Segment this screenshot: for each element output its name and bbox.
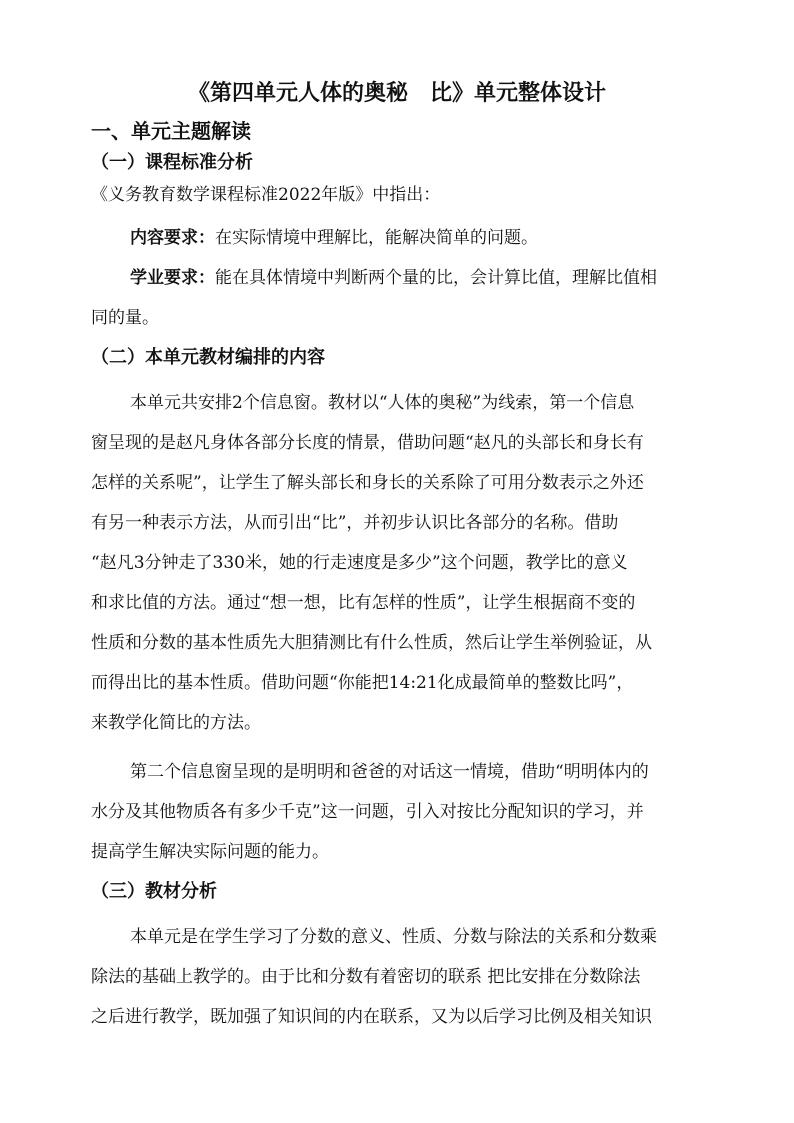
section-1-2-line-1: 本单元共安排2个信息窗。教材以“人体的奥秘”为线索，第一个信息 xyxy=(130,393,635,413)
academic-requirement-row-1 xyxy=(130,266,657,290)
academic-requirement-text-line1: 能在具体情境中判断两个量的比，会计算比值，理解比值相 xyxy=(215,268,657,288)
section-1-2-line-3: 怎样的关系呢”，让学生了解头部长和身长的关系除了可用分数表示之外还 xyxy=(91,473,644,493)
document-title: 《第四单元人体的奥秘 比》单元整体设计 xyxy=(187,80,606,106)
content-requirement-row xyxy=(130,226,538,250)
section-1-3-line-1: 本单元是在学生学习了分数的意义、性质、分数与除法的关系和分数乘 xyxy=(130,927,657,947)
section-1-3-line-3: 之后进行教学，既加强了知识间的内在联系，又为以后学习比例及相关知识 xyxy=(91,1007,652,1027)
section-1-2-paragraph2-line-1: 第二个信息窗呈现的是明明和爸爸的对话这一情境，借助“明明体内的 xyxy=(130,762,649,782)
section-1-2-line-2: 窗呈现的是赵凡身体各部分长度的情景，借助问题“赵凡的头部长和身长有 xyxy=(91,433,644,453)
section-heading-1-3: （三）教材分析 xyxy=(91,881,217,902)
content-requirement-label: 内容要求： xyxy=(130,228,215,248)
section-1-2-line-8: 而得出比的基本性质。借助问题“你能把14:21化成最简单的整数比吗”， xyxy=(91,673,634,693)
section-1-2-line-9: 来教学化简比的方法。 xyxy=(91,713,261,733)
section-heading-1-1: （一）课程标准分析 xyxy=(91,152,253,173)
section-1-2-line-7: 性质和分数的基本性质先大胆猜测比有什么性质，然后让学生举例验证，从 xyxy=(91,633,652,653)
section-1-2-line-5: “赵凡3分钟走了330米，她的行走速度是多少”这个问题，教学比的意义 xyxy=(91,553,628,573)
section-1-3-line-2: 除法的基础上教学的。由于比和分数有着密切的联系 把比安排在分数除法 xyxy=(91,967,641,987)
section-1-2-line-4: 有另一种表示方法，从而引出“比”，并初步认识比各部分的名称。借助 xyxy=(91,513,619,533)
section-1-2-line-6: 和求比值的方法。通过“想一想，比有怎样的性质”，让学生根据商不变的 xyxy=(91,593,636,613)
section-1-2-paragraph2-line-3: 提高学生解决实际问题的能力。 xyxy=(91,842,329,862)
content-requirement-text: 在实际情境中理解比，能解决简单的问题。 xyxy=(215,228,538,248)
academic-requirement-label: 学业要求： xyxy=(130,268,215,288)
curriculum-standard-intro: 《义务教育数学课程标准2022年版》中指出： xyxy=(91,185,441,205)
academic-requirement-row-2: 同的量。 xyxy=(91,308,159,328)
section-heading-1: 一、单元主题解读 xyxy=(91,119,251,143)
section-1-2-paragraph2-line-2: 水分及其他物质各有多少千克”这一问题，引入对按比分配知识的学习，并 xyxy=(91,802,644,822)
section-heading-1-2: （二）本单元教材编排的内容 xyxy=(91,347,325,368)
